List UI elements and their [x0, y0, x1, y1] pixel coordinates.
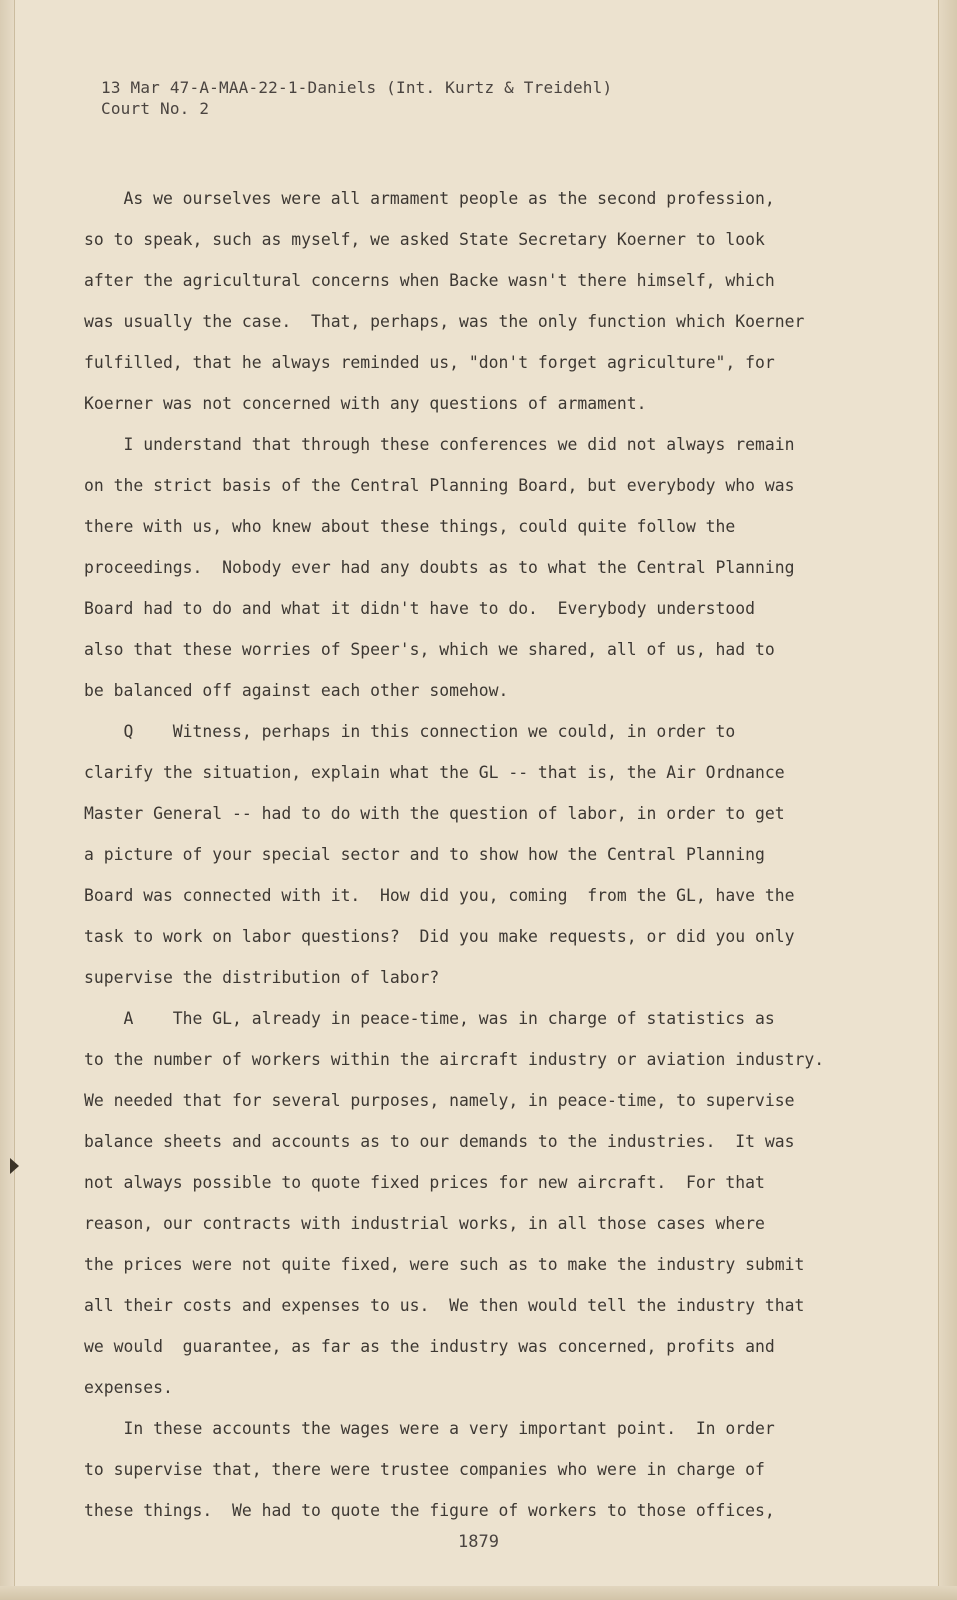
transcript-body	[84, 178, 854, 1531]
header-line-1: 13 Mar 47-A-MAA-22-1-Daniels (Int. Kurtz & Treidehl)	[101, 78, 613, 97]
text-line: Q Witness, perhaps in this connection we could, in order to	[84, 722, 736, 741]
text-line: We needed that for several purposes, namely, in peace-time, to supervise	[84, 1091, 795, 1110]
text-line: there with us, who knew about these things, could quite follow the	[84, 517, 736, 536]
text-line: A The GL, already in peace-time, was in charge of statistics as	[84, 1009, 775, 1028]
text-line: to the number of workers within the aircraft industry or aviation industry.	[84, 1050, 825, 1069]
paper-right-edge	[938, 0, 957, 1600]
text-line: Koerner was not concerned with any questions of armament.	[84, 394, 647, 413]
text-line: all their costs and expenses to us. We then would tell the industry that	[84, 1296, 805, 1315]
text-line: a picture of your special sector and to show how the Central Planning	[84, 845, 765, 864]
binding-notch-icon	[10, 1158, 19, 1174]
text-line: Board was connected with it. How did you, coming from the GL, have the	[84, 886, 795, 905]
text-line: the prices were not quite fixed, were such as to make the industry submit	[84, 1255, 805, 1274]
text-line: so to speak, such as myself, we asked State Secretary Koerner to look	[84, 230, 765, 249]
text-line: be balanced off against each other somehow.	[84, 681, 509, 700]
text-line: task to work on labor questions? Did you make requests, or did you only	[84, 927, 795, 946]
text-line: on the strict basis of the Central Planning Board, but everybody who was	[84, 476, 795, 495]
text-line: Board had to do and what it didn't have to do. Everybody understood	[84, 599, 756, 618]
text-line: these things. We had to quote the figure of workers to those offices,	[84, 1501, 775, 1520]
text-line: balance sheets and accounts as to our demands to the industries. It was	[84, 1132, 795, 1151]
page-number: 1879	[458, 1532, 499, 1552]
text-line: also that these worries of Speer's, which we shared, all of us, had to	[84, 640, 775, 659]
header-line-2: Court No. 2	[101, 99, 210, 118]
text-line: supervise the distribution of labor?	[84, 968, 440, 987]
paper-bottom-edge	[0, 1586, 957, 1600]
document-header	[101, 77, 612, 119]
text-line: As we ourselves were all armament people as the second profession,	[84, 189, 775, 208]
text-line: clarify the situation, explain what the GL -- that is, the Air Ordnance	[84, 763, 785, 782]
text-line: Master General -- had to do with the question of labor, in order to get	[84, 804, 785, 823]
text-line: proceedings. Nobody ever had any doubts as to what the Central Planning	[84, 558, 795, 577]
text-line: was usually the case. That, perhaps, was the only function which Koerner	[84, 312, 805, 331]
text-line: reason, our contracts with industrial works, in all those cases where	[84, 1214, 765, 1233]
text-line: fulfilled, that he always reminded us, "don't forget agriculture", for	[84, 353, 775, 372]
text-line: I understand that through these conferences we did not always remain	[84, 435, 795, 454]
text-line: expenses.	[84, 1378, 173, 1397]
text-line: to supervise that, there were trustee companies who were in charge of	[84, 1460, 765, 1479]
text-line: In these accounts the wages were a very important point. In order	[84, 1419, 775, 1438]
text-line: not always possible to quote fixed prices for new aircraft. For that	[84, 1173, 765, 1192]
paper-left-edge	[0, 0, 15, 1600]
text-line: we would guarantee, as far as the industry was concerned, profits and	[84, 1337, 775, 1356]
text-line: after the agricultural concerns when Backe wasn't there himself, which	[84, 271, 775, 290]
